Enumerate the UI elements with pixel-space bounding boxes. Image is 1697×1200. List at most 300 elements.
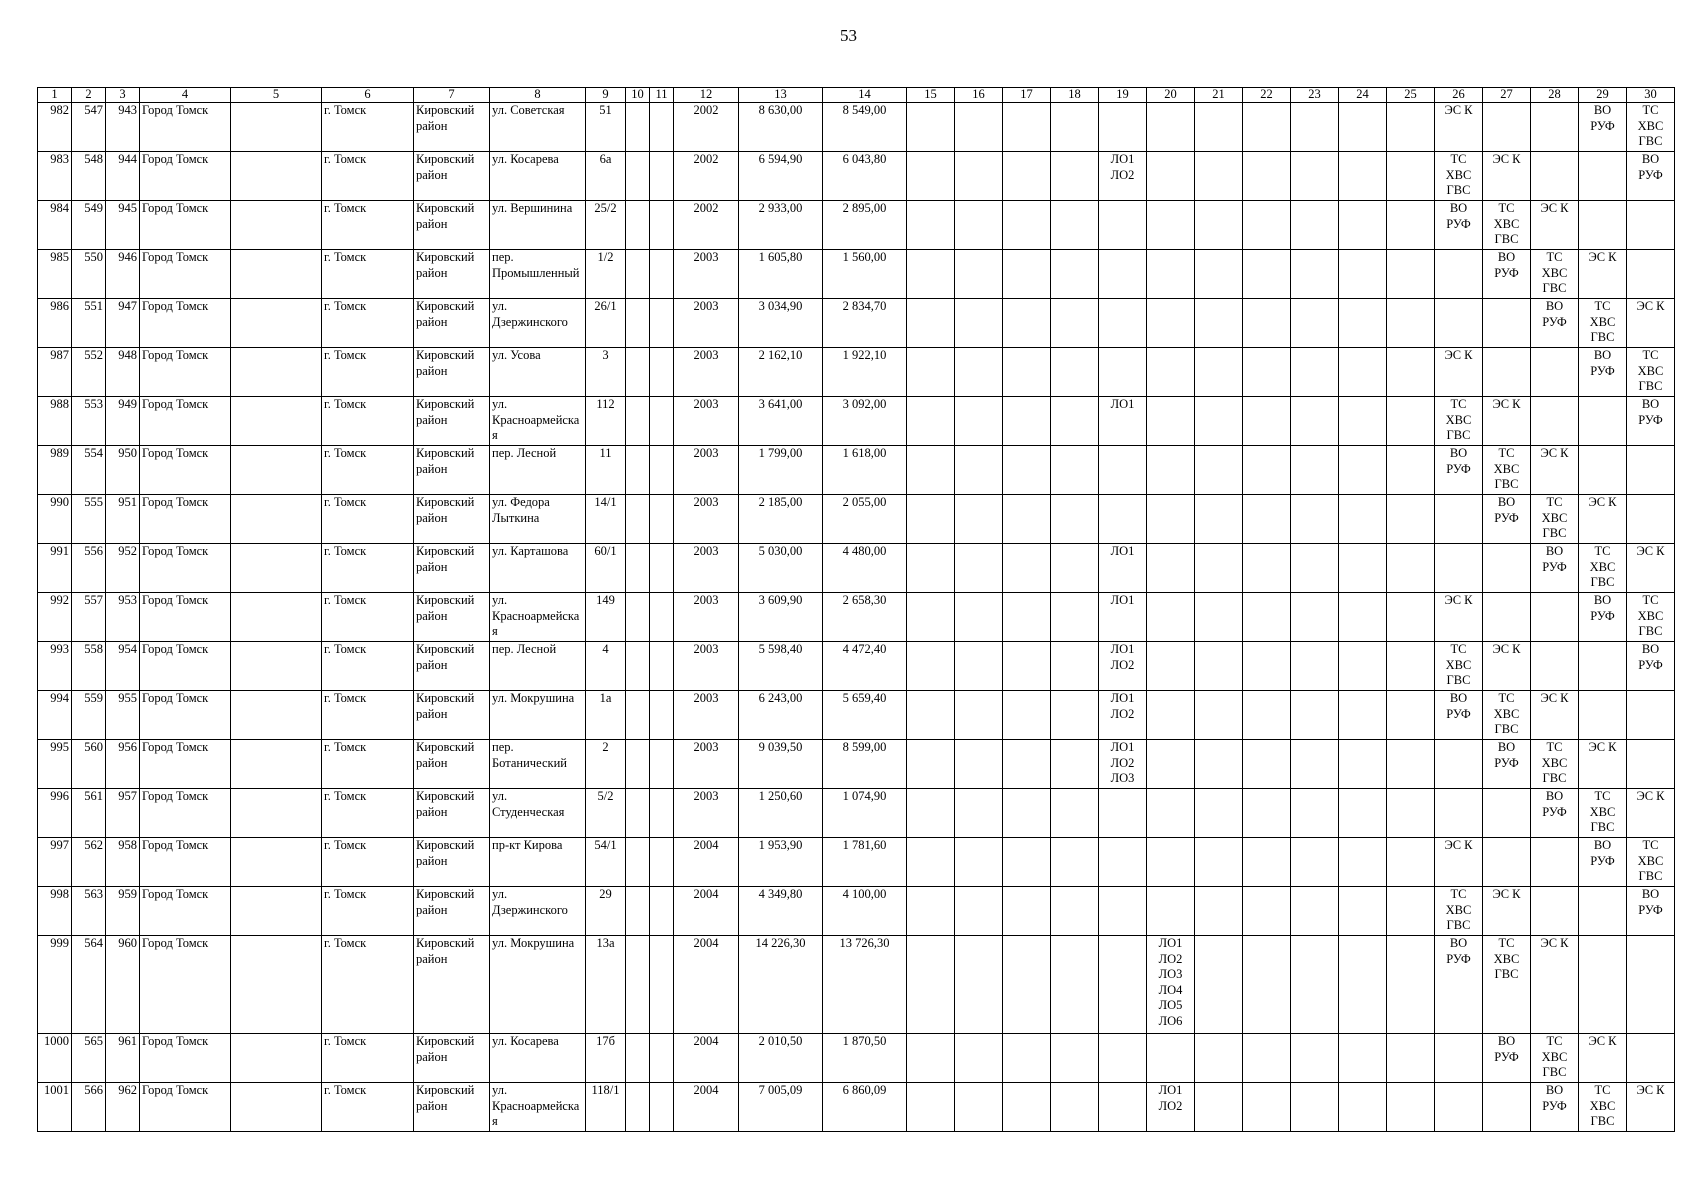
cell-col-2: 547 — [72, 103, 106, 152]
cell-col-10 — [626, 789, 650, 838]
cell-col-18 — [1051, 1083, 1099, 1132]
cell-col-28: ЭС К — [1531, 936, 1579, 1034]
cell-col-2: 555 — [72, 495, 106, 544]
cell-col-27: ТС ХВС ГВС — [1483, 201, 1531, 250]
cell-col-9: 54/1 — [586, 838, 626, 887]
cell-col-18 — [1051, 495, 1099, 544]
cell-col-6: г. Томск — [322, 152, 414, 201]
cell-col-2: 550 — [72, 250, 106, 299]
cell-col-7: Кировский район — [414, 593, 490, 642]
cell-col-30: ТС ХВС ГВС — [1627, 103, 1675, 152]
cell-col-7: Кировский район — [414, 887, 490, 936]
cell-col-4: Город Томск — [140, 1083, 231, 1132]
cell-col-15 — [907, 152, 955, 201]
cell-col-7: Кировский район — [414, 1083, 490, 1132]
cell-col-22 — [1243, 348, 1291, 397]
cell-col-8: ул. Мокрушина — [490, 936, 586, 1034]
cell-col-26: ТС ХВС ГВС — [1435, 397, 1483, 446]
cell-col-28: ВО РУФ — [1531, 299, 1579, 348]
cell-col-29: ТС ХВС ГВС — [1579, 544, 1627, 593]
cell-col-14: 1 560,00 — [823, 250, 907, 299]
cell-col-15 — [907, 446, 955, 495]
cell-col-30: ЭС К — [1627, 544, 1675, 593]
cell-col-10 — [626, 740, 650, 789]
cell-col-12: 2003 — [674, 299, 739, 348]
cell-col-14: 1 781,60 — [823, 838, 907, 887]
cell-col-7: Кировский район — [414, 691, 490, 740]
cell-col-7: Кировский район — [414, 397, 490, 446]
cell-col-11 — [650, 495, 674, 544]
cell-col-20 — [1147, 593, 1195, 642]
cell-col-12: 2004 — [674, 887, 739, 936]
cell-col-22 — [1243, 201, 1291, 250]
column-header: 3 — [106, 88, 140, 103]
table-row — [38, 642, 1675, 691]
table-row — [38, 495, 1675, 544]
cell-col-7: Кировский район — [414, 789, 490, 838]
cell-col-8: ул. Федора Лыткина — [490, 495, 586, 544]
cell-col-18 — [1051, 593, 1099, 642]
cell-col-21 — [1195, 789, 1243, 838]
cell-col-25 — [1387, 103, 1435, 152]
cell-col-19: ЛО1 — [1099, 593, 1147, 642]
cell-col-2: 552 — [72, 348, 106, 397]
cell-col-14: 1 074,90 — [823, 789, 907, 838]
cell-col-22 — [1243, 544, 1291, 593]
cell-col-8: ул. Красноармейска я — [490, 593, 586, 642]
column-header: 11 — [650, 88, 674, 103]
cell-col-21 — [1195, 103, 1243, 152]
cell-col-17 — [1003, 201, 1051, 250]
cell-col-11 — [650, 544, 674, 593]
cell-col-5 — [231, 299, 322, 348]
cell-col-2: 558 — [72, 642, 106, 691]
cell-col-8: пр-кт Кирова — [490, 838, 586, 887]
cell-col-16 — [955, 593, 1003, 642]
cell-col-30 — [1627, 1034, 1675, 1083]
cell-col-26: ВО РУФ — [1435, 936, 1483, 1034]
cell-col-18 — [1051, 838, 1099, 887]
cell-col-30: ТС ХВС ГВС — [1627, 838, 1675, 887]
cell-col-1: 992 — [38, 593, 72, 642]
cell-col-25 — [1387, 201, 1435, 250]
cell-col-16 — [955, 887, 1003, 936]
cell-col-18 — [1051, 201, 1099, 250]
cell-col-17 — [1003, 446, 1051, 495]
cell-col-9: 2 — [586, 740, 626, 789]
cell-col-16 — [955, 299, 1003, 348]
cell-col-21 — [1195, 299, 1243, 348]
cell-col-7: Кировский район — [414, 936, 490, 1034]
cell-col-13: 6 243,00 — [739, 691, 823, 740]
cell-col-25 — [1387, 642, 1435, 691]
cell-col-24 — [1339, 201, 1387, 250]
table-row — [38, 544, 1675, 593]
cell-col-19 — [1099, 887, 1147, 936]
cell-col-22 — [1243, 397, 1291, 446]
cell-col-23 — [1291, 936, 1339, 1034]
cell-col-10 — [626, 936, 650, 1034]
cell-col-28 — [1531, 348, 1579, 397]
cell-col-24 — [1339, 397, 1387, 446]
table-row — [38, 348, 1675, 397]
column-header: 28 — [1531, 88, 1579, 103]
cell-col-26: ЭС К — [1435, 348, 1483, 397]
cell-col-19 — [1099, 348, 1147, 397]
cell-col-9: 1а — [586, 691, 626, 740]
cell-col-16 — [955, 740, 1003, 789]
cell-col-11 — [650, 446, 674, 495]
cell-col-5 — [231, 544, 322, 593]
cell-col-16 — [955, 152, 1003, 201]
column-header: 14 — [823, 88, 907, 103]
cell-col-14: 8 549,00 — [823, 103, 907, 152]
cell-col-16 — [955, 838, 1003, 887]
cell-col-28: ТС ХВС ГВС — [1531, 250, 1579, 299]
cell-col-17 — [1003, 642, 1051, 691]
cell-col-18 — [1051, 103, 1099, 152]
cell-col-5 — [231, 691, 322, 740]
cell-col-14: 1 922,10 — [823, 348, 907, 397]
cell-col-28 — [1531, 593, 1579, 642]
register-table — [37, 87, 1675, 1132]
cell-col-11 — [650, 152, 674, 201]
cell-col-9: 29 — [586, 887, 626, 936]
cell-col-5 — [231, 348, 322, 397]
cell-col-29: ЭС К — [1579, 495, 1627, 544]
cell-col-28 — [1531, 152, 1579, 201]
cell-col-20 — [1147, 838, 1195, 887]
cell-col-15 — [907, 691, 955, 740]
cell-col-27: ТС ХВС ГВС — [1483, 691, 1531, 740]
cell-col-27: ЭС К — [1483, 887, 1531, 936]
cell-col-9: 5/2 — [586, 789, 626, 838]
cell-col-27 — [1483, 838, 1531, 887]
cell-col-29 — [1579, 691, 1627, 740]
cell-col-13: 3 609,90 — [739, 593, 823, 642]
cell-col-11 — [650, 201, 674, 250]
cell-col-21 — [1195, 446, 1243, 495]
cell-col-20 — [1147, 740, 1195, 789]
cell-col-25 — [1387, 250, 1435, 299]
cell-col-28: ЭС К — [1531, 446, 1579, 495]
cell-col-14: 4 472,40 — [823, 642, 907, 691]
table-row — [38, 250, 1675, 299]
cell-col-13: 2 933,00 — [739, 201, 823, 250]
cell-col-28: ЭС К — [1531, 201, 1579, 250]
cell-col-20 — [1147, 495, 1195, 544]
cell-col-4: Город Томск — [140, 642, 231, 691]
cell-col-6: г. Томск — [322, 887, 414, 936]
cell-col-4: Город Томск — [140, 250, 231, 299]
cell-col-25 — [1387, 789, 1435, 838]
cell-col-14: 4 480,00 — [823, 544, 907, 593]
cell-col-29 — [1579, 152, 1627, 201]
cell-col-30: ВО РУФ — [1627, 397, 1675, 446]
cell-col-2: 565 — [72, 1034, 106, 1083]
cell-col-29: ТС ХВС ГВС — [1579, 299, 1627, 348]
cell-col-9: 112 — [586, 397, 626, 446]
table-row — [38, 201, 1675, 250]
cell-col-23 — [1291, 446, 1339, 495]
cell-col-20 — [1147, 691, 1195, 740]
cell-col-4: Город Томск — [140, 201, 231, 250]
cell-col-24 — [1339, 103, 1387, 152]
cell-col-25 — [1387, 593, 1435, 642]
cell-col-20: ЛО1 ЛО2 ЛО3 ЛО4 ЛО5 ЛО6 — [1147, 936, 1195, 1034]
cell-col-14: 2 658,30 — [823, 593, 907, 642]
cell-col-1: 984 — [38, 201, 72, 250]
cell-col-24 — [1339, 740, 1387, 789]
cell-col-5 — [231, 103, 322, 152]
cell-col-8: пер. Ботанический — [490, 740, 586, 789]
cell-col-22 — [1243, 446, 1291, 495]
cell-col-7: Кировский район — [414, 495, 490, 544]
cell-col-14: 8 599,00 — [823, 740, 907, 789]
cell-col-10 — [626, 348, 650, 397]
column-header: 22 — [1243, 88, 1291, 103]
column-header: 5 — [231, 88, 322, 103]
cell-col-23 — [1291, 887, 1339, 936]
cell-col-2: 561 — [72, 789, 106, 838]
cell-col-6: г. Томск — [322, 495, 414, 544]
cell-col-19: ЛО1 ЛО2 — [1099, 691, 1147, 740]
cell-col-26: ЭС К — [1435, 103, 1483, 152]
cell-col-12: 2003 — [674, 250, 739, 299]
cell-col-22 — [1243, 789, 1291, 838]
cell-col-4: Город Томск — [140, 544, 231, 593]
cell-col-11 — [650, 642, 674, 691]
column-header: 4 — [140, 88, 231, 103]
cell-col-9: 60/1 — [586, 544, 626, 593]
cell-col-18 — [1051, 152, 1099, 201]
cell-col-30: ЭС К — [1627, 299, 1675, 348]
cell-col-11 — [650, 1034, 674, 1083]
cell-col-9: 11 — [586, 446, 626, 495]
cell-col-22 — [1243, 593, 1291, 642]
cell-col-16 — [955, 1034, 1003, 1083]
cell-col-9: 4 — [586, 642, 626, 691]
cell-col-16 — [955, 201, 1003, 250]
table-row — [38, 740, 1675, 789]
cell-col-13: 1 799,00 — [739, 446, 823, 495]
cell-col-28: ТС ХВС ГВС — [1531, 1034, 1579, 1083]
cell-col-1: 998 — [38, 887, 72, 936]
cell-col-20 — [1147, 1034, 1195, 1083]
cell-col-28: ТС ХВС ГВС — [1531, 495, 1579, 544]
table-row — [38, 446, 1675, 495]
cell-col-10 — [626, 495, 650, 544]
cell-col-8: ул. Косарева — [490, 152, 586, 201]
cell-col-19 — [1099, 250, 1147, 299]
cell-col-15 — [907, 544, 955, 593]
cell-col-23 — [1291, 152, 1339, 201]
cell-col-11 — [650, 789, 674, 838]
cell-col-6: г. Томск — [322, 789, 414, 838]
cell-col-13: 14 226,30 — [739, 936, 823, 1034]
cell-col-4: Город Томск — [140, 495, 231, 544]
cell-col-12: 2003 — [674, 544, 739, 593]
cell-col-12: 2004 — [674, 936, 739, 1034]
cell-col-23 — [1291, 299, 1339, 348]
cell-col-11 — [650, 691, 674, 740]
cell-col-6: г. Томск — [322, 593, 414, 642]
cell-col-30: ВО РУФ — [1627, 887, 1675, 936]
cell-col-6: г. Томск — [322, 299, 414, 348]
cell-col-14: 6 043,80 — [823, 152, 907, 201]
cell-col-13: 3 034,90 — [739, 299, 823, 348]
page-number: 53 — [840, 26, 857, 45]
cell-col-1: 994 — [38, 691, 72, 740]
cell-col-19 — [1099, 201, 1147, 250]
cell-col-1: 986 — [38, 299, 72, 348]
table-row — [38, 887, 1675, 936]
cell-col-12: 2003 — [674, 691, 739, 740]
cell-col-21 — [1195, 201, 1243, 250]
cell-col-26 — [1435, 544, 1483, 593]
cell-col-26: ТС ХВС ГВС — [1435, 887, 1483, 936]
cell-col-30 — [1627, 740, 1675, 789]
cell-col-15 — [907, 1083, 955, 1132]
cell-col-27: ТС ХВС ГВС — [1483, 446, 1531, 495]
cell-col-11 — [650, 103, 674, 152]
cell-col-3: 953 — [106, 593, 140, 642]
cell-col-4: Город Томск — [140, 887, 231, 936]
cell-col-27: ЭС К — [1483, 397, 1531, 446]
cell-col-7: Кировский район — [414, 740, 490, 789]
cell-col-24 — [1339, 642, 1387, 691]
cell-col-29: ВО РУФ — [1579, 593, 1627, 642]
cell-col-21 — [1195, 152, 1243, 201]
cell-col-12: 2003 — [674, 642, 739, 691]
cell-col-30 — [1627, 691, 1675, 740]
cell-col-15 — [907, 593, 955, 642]
cell-col-24 — [1339, 152, 1387, 201]
cell-col-23 — [1291, 250, 1339, 299]
cell-col-25 — [1387, 1083, 1435, 1132]
cell-col-22 — [1243, 642, 1291, 691]
cell-col-13: 4 349,80 — [739, 887, 823, 936]
cell-col-15 — [907, 495, 955, 544]
cell-col-12: 2002 — [674, 152, 739, 201]
cell-col-9: 1/2 — [586, 250, 626, 299]
cell-col-23 — [1291, 593, 1339, 642]
cell-col-21 — [1195, 838, 1243, 887]
cell-col-24 — [1339, 348, 1387, 397]
cell-col-8: пер. Промышленный — [490, 250, 586, 299]
cell-col-8: ул. Красноармейска я — [490, 397, 586, 446]
cell-col-12: 2003 — [674, 495, 739, 544]
cell-col-24 — [1339, 789, 1387, 838]
cell-col-9: 25/2 — [586, 201, 626, 250]
cell-col-7: Кировский район — [414, 348, 490, 397]
cell-col-13: 6 594,90 — [739, 152, 823, 201]
cell-col-23 — [1291, 544, 1339, 593]
cell-col-15 — [907, 789, 955, 838]
cell-col-13: 2 010,50 — [739, 1034, 823, 1083]
cell-col-2: 553 — [72, 397, 106, 446]
cell-col-21 — [1195, 642, 1243, 691]
cell-col-5 — [231, 789, 322, 838]
column-header: 26 — [1435, 88, 1483, 103]
cell-col-13: 2 162,10 — [739, 348, 823, 397]
cell-col-12: 2003 — [674, 789, 739, 838]
cell-col-20 — [1147, 348, 1195, 397]
cell-col-12: 2002 — [674, 103, 739, 152]
cell-col-4: Город Томск — [140, 740, 231, 789]
cell-col-1: 987 — [38, 348, 72, 397]
cell-col-10 — [626, 544, 650, 593]
cell-col-1: 988 — [38, 397, 72, 446]
table-row — [38, 103, 1675, 152]
cell-col-3: 948 — [106, 348, 140, 397]
cell-col-7: Кировский район — [414, 642, 490, 691]
cell-col-17 — [1003, 1083, 1051, 1132]
cell-col-3: 952 — [106, 544, 140, 593]
cell-col-4: Город Томск — [140, 348, 231, 397]
cell-col-7: Кировский район — [414, 544, 490, 593]
cell-col-12: 2003 — [674, 397, 739, 446]
cell-col-16 — [955, 642, 1003, 691]
column-header: 6 — [322, 88, 414, 103]
cell-col-3: 947 — [106, 299, 140, 348]
cell-col-8: пер. Лесной — [490, 642, 586, 691]
cell-col-7: Кировский район — [414, 201, 490, 250]
cell-col-17 — [1003, 103, 1051, 152]
cell-col-15 — [907, 250, 955, 299]
cell-col-24 — [1339, 446, 1387, 495]
cell-col-30: ТС ХВС ГВС — [1627, 348, 1675, 397]
cell-col-5 — [231, 446, 322, 495]
cell-col-24 — [1339, 691, 1387, 740]
cell-col-13: 2 185,00 — [739, 495, 823, 544]
column-header: 30 — [1627, 88, 1675, 103]
cell-col-24 — [1339, 250, 1387, 299]
table-row — [38, 152, 1675, 201]
cell-col-23 — [1291, 103, 1339, 152]
cell-col-6: г. Томск — [322, 642, 414, 691]
cell-col-23 — [1291, 201, 1339, 250]
cell-col-26 — [1435, 740, 1483, 789]
cell-col-19: ЛО1 ЛО2 — [1099, 152, 1147, 201]
cell-col-9: 13а — [586, 936, 626, 1034]
cell-col-3: 955 — [106, 691, 140, 740]
cell-col-27 — [1483, 299, 1531, 348]
cell-col-20 — [1147, 201, 1195, 250]
cell-col-27 — [1483, 1083, 1531, 1132]
cell-col-17 — [1003, 887, 1051, 936]
cell-col-26 — [1435, 299, 1483, 348]
cell-col-23 — [1291, 691, 1339, 740]
cell-col-27: ЭС К — [1483, 642, 1531, 691]
cell-col-19: ЛО1 ЛО2 — [1099, 642, 1147, 691]
cell-col-30 — [1627, 446, 1675, 495]
cell-col-28: ВО РУФ — [1531, 1083, 1579, 1132]
column-header: 15 — [907, 88, 955, 103]
cell-col-19: ЛО1 — [1099, 544, 1147, 593]
cell-col-27: ВО РУФ — [1483, 250, 1531, 299]
cell-col-1: 1001 — [38, 1083, 72, 1132]
cell-col-29: ЭС К — [1579, 250, 1627, 299]
cell-col-16 — [955, 103, 1003, 152]
cell-col-8: пер. Лесной — [490, 446, 586, 495]
cell-col-29 — [1579, 446, 1627, 495]
cell-col-12: 2003 — [674, 348, 739, 397]
cell-col-12: 2004 — [674, 1034, 739, 1083]
cell-col-9: 6а — [586, 152, 626, 201]
cell-col-28: ТС ХВС ГВС — [1531, 740, 1579, 789]
cell-col-5 — [231, 397, 322, 446]
